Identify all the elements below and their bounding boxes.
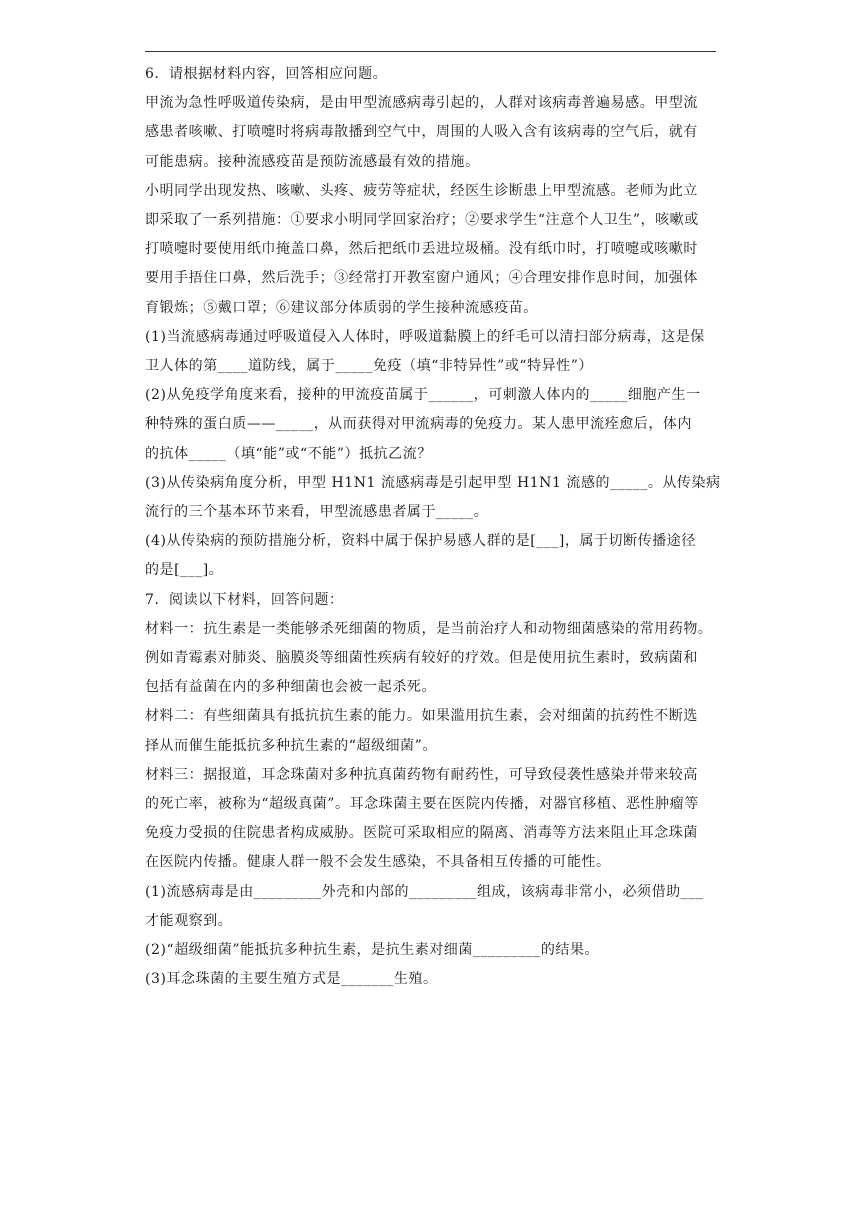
q6-subquestion-2: (2)从免疫学角度来看，接种的甲流疫苗属于______，可刺激人体内的_____细胞产生一 [145,387,701,404]
header-divider [145,51,716,52]
q7-subquestion-1-cont: 才能观察到。 [145,912,233,929]
document-body [145,60,720,995]
q7-material-2-cont: 择从而催生能抵抗多种抗生素的“超级细菌”。 [145,737,437,754]
q7-material-1-cont: 包括有益菌在内的多种细菌也会被一起杀死。 [145,679,436,696]
q7-material-3-cont: 在医院内传播。健康人群一般不会发生感染，不具备相互传播的可能性。 [145,854,611,871]
q7-material-3-cont: 免疫力受损的住院患者构成威胁。医院可采取相应的隔离、消毒等方法来阻止耳念珠菌 [145,825,698,842]
q6-material-line: 甲流为急性呼吸道传染病，是由甲型流感病毒引起的，人群对该病毒普遍易感。甲型流 [145,95,698,112]
q6-subquestion-2-cont: 的抗体_____（填“能”或“不能”）抵抗乙流？ [145,445,432,462]
q6-subquestion-2-cont: 种特殊的蛋白质——_____，从而获得对甲流病毒的免疫力。某人患甲流痊愈后，体内 [145,416,692,433]
question-6-heading: 6．请根据材料内容，回答相应问题。 [145,66,388,82]
q6-material-line: 小明同学出现发热、咳嗽、头疼、疲劳等症状，经医生诊断患上甲型流感。老师为此立 [145,182,698,199]
q6-material-line: 感患者咳嗽、打喷嚏时将病毒散播到空气中，周围的人吸入含有该病毒的空气后，就有 [145,124,698,141]
q7-material-2: 材料二：有些细菌具有抵抗抗生素的能力。如果滥用抗生素，会对细菌的抗药性不断选 [145,708,698,725]
q6-material-line: 打喷嚏时要使用纸巾掩盖口鼻，然后把纸巾丢进垃圾桶。没有纸巾时，打喷嚏或咳嗽时 [145,241,698,258]
q6-subquestion-1-cont: 卫人体的第____道防线，属于_____免疫（填“非特异性”或“特异性”） [145,358,593,375]
q6-subquestion-3: (3)从传染病角度分析，甲型 H1N1 流感病毒是引起甲型 H1N1 流感的_____。从传染病 [145,474,721,491]
q7-material-1-cont: 例如青霉素对肺炎、脑膜炎等细菌性疾病有较好的疗效。但是使用抗生素时，致病菌和 [145,650,698,667]
q7-subquestion-3: (3)耳念珠菌的主要生殖方式是_______生殖。 [145,971,438,988]
q6-material-line: 育锻炼；⑤戴口罩；⑥建议部分体质弱的学生接种流感疫苗。 [145,299,538,316]
q6-material-line: 可能患病。接种流感疫苗是预防流感最有效的措施。 [145,153,480,170]
q6-subquestion-4-cont: 的是[___]。 [145,562,224,579]
q7-subquestion-1: (1)流感病毒是由_________外壳和内部的_________组成，该病毒非常小，必须借助___ [145,883,704,900]
q6-subquestion-4: (4)从传染病的预防措施分析，资料中属于保护易感人群的是[___]，属于切断传播途径 [145,533,696,550]
q6-subquestion-3-cont: 流行的三个基本环节来看，甲型流感患者属于_____。 [145,504,489,521]
q6-material-line: 要用手捂住口鼻，然后洗手；③经常打开教室窗户通风；④合理安排作息时间，加强体 [145,270,698,287]
q6-subquestion-1: (1)当流感病毒通过呼吸道侵入人体时，呼吸道黏膜上的纤毛可以清扫部分病毒，这是保 [145,328,705,345]
q6-material-line: 即采取了一系列措施：①要求小明同学回家治疗；②要求学生“注意个人卫生”，咳嗽或 [145,212,699,229]
question-7-heading: 7．阅读以下材料，回答问题： [145,591,344,608]
q7-material-3-cont: 的死亡率，被称为“超级真菌”。耳念珠菌主要在医院内传播，对器官移植、恶性肿瘤等 [145,796,699,813]
q7-material-3: 材料三：据报道，耳念珠菌对多种抗真菌药物有耐药性，可导致侵袭性感染并带来较高 [145,766,698,783]
q7-subquestion-2: (2)“超级细菌”能抵抗多种抗生素，是抗生素对细菌_________的结果。 [145,942,600,959]
q7-material-1: 材料一：抗生素是一类能够杀死细菌的物质，是当前治疗人和动物细菌感染的常用药物。 [145,620,713,637]
